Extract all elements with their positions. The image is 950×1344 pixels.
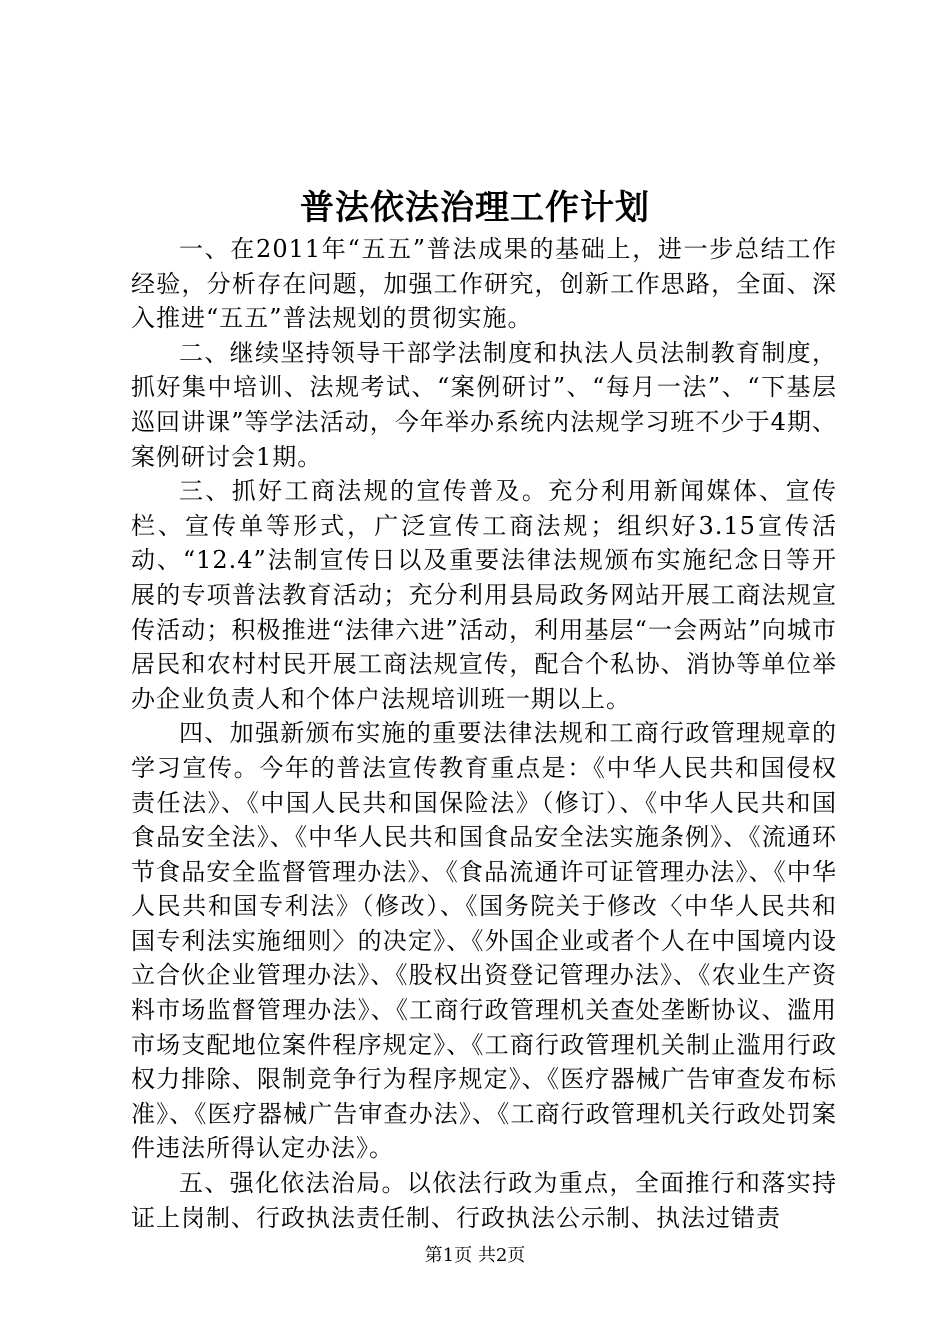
paragraph-2: 二、继续坚持领导干部学法制度和执法人员法制教育制度，抓好集中培训、法规考试、“案例研讨”、“每月一法”、“下基层巡回讲课”等学法活动，今年举办系统内法规学习班不少于4期、案例研讨会1期。 <box>131 338 837 471</box>
paragraph-3: 三、抓好工商法规的宣传普及。充分利用新闻媒体、宣传栏、宣传单等形式，广泛宣传工商法规；组织好3.15宣传活动、“12.4”法制宣传日以及重要法律法规颁布实施纪念日等开展的专项普法教育活动；充分利用县局政务网站开展工商法规宣传活动；积极推进“法律六进”活动，利用基层“一会两站”向城市居民和农村村民开展工商法规宣传，配合个私协、消协等单位举办企业负责人和个体户法规培训班一期以上。 <box>131 477 837 713</box>
paragraph-5: 五、强化依法治局。以依法行政为重点，全面推行和落实持证上岗制、行政执法责任制、行政执法公示制、执法过错责 <box>131 1169 837 1232</box>
paragraph-4: 四、加强新颁布实施的重要法律法规和工商行政管理规章的学习宣传。今年的普法宣传教育重点是：《中华人民共和国侵权责任法》、《中国人民共和国保险法》（修订）、《中华人民共和国食品安全法》、《中华人民共和国食品安全法实施条例》、《流通环节食品安全监督管理办法》、《食品流通许可证管理办法》、《中华人民共和国专利法》（修改）、《国务院关于修改〈中华人民共和国专利法实施细则〉的决定》、《外国企业或者个人在中国境内设立合伙企业管理办法》、《股权出资登记管理办法》、《农业生产资料市场监督管理办法》、《工商行政管理机关查处垄断协议、滥用市场支配地位案件程序规定》、《工商行政管理机关制止滥用行政权力排除、限制竞争行为程序规定》、《医疗器械广告审查发布标准》、《医疗器械广告审查办法》、《工商行政管理机关行政处罚案件违法所得认定办法》。 <box>131 719 837 1163</box>
page-number-footer: 第1页 共2页 <box>424 1245 526 1266</box>
document-body <box>131 232 837 1235</box>
paragraph-1: 一、在2011年“五五”普法成果的基础上，进一步总结工作经验，分析存在问题，加强工作研究，创新工作思路，全面、深入推进“五五”普法规划的贯彻实施。 <box>131 235 837 333</box>
document-title: 普法依法治理工作计划 <box>300 188 650 228</box>
